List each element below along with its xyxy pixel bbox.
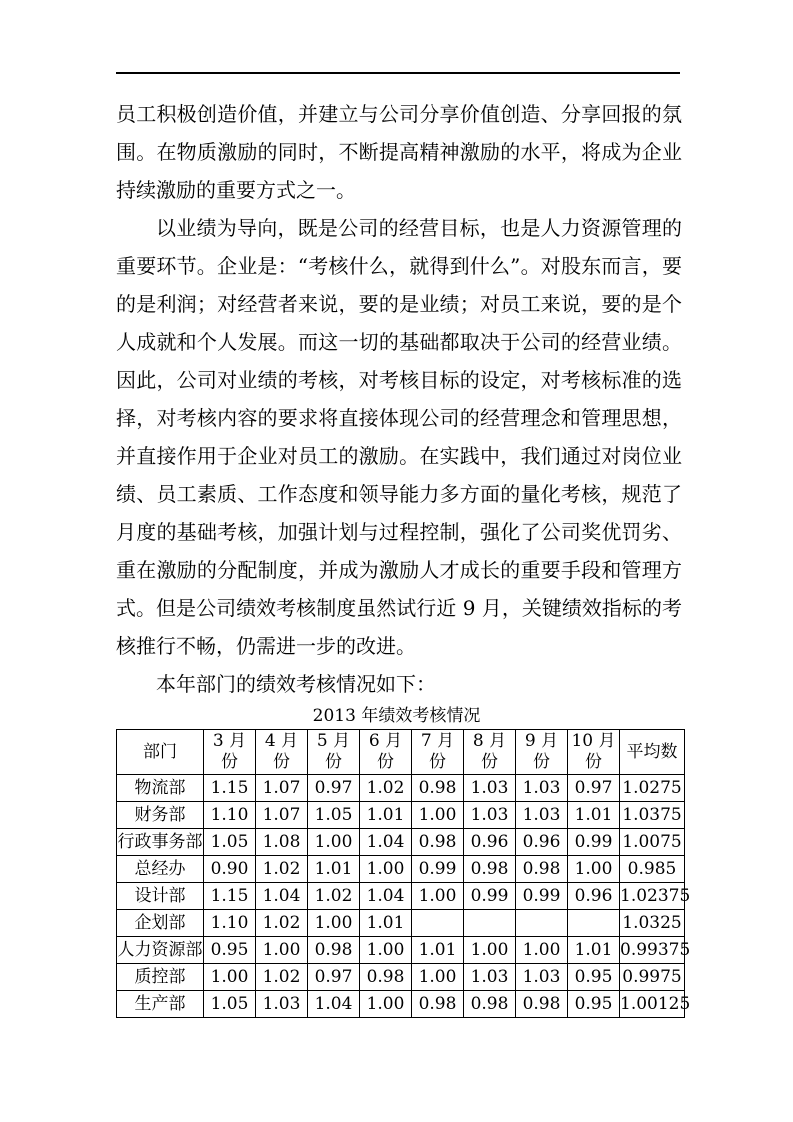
cell-month-7: 0.98 xyxy=(412,775,464,802)
column-header-month-4-line1: 4 月 xyxy=(264,731,299,751)
cell-month-4: 1.04 xyxy=(256,883,308,910)
table-row xyxy=(117,910,685,937)
column-header-month-4-line2: 份 xyxy=(273,752,290,772)
cell-month-6: 1.01 xyxy=(360,802,412,829)
cell-month-10: 0.97 xyxy=(568,775,620,802)
cell-month-8: 0.99 xyxy=(464,883,516,910)
cell-month-10: 1.01 xyxy=(568,937,620,964)
table-header xyxy=(117,730,685,775)
column-header-month-10-line1: 10 月 xyxy=(571,731,616,751)
cell-month-4: 1.02 xyxy=(256,910,308,937)
cell-month-10: 0.95 xyxy=(568,991,620,1018)
cell-department: 质控部 xyxy=(117,964,204,991)
cell-month-8: 1.00 xyxy=(464,937,516,964)
column-header-month-5 xyxy=(308,730,360,775)
table-row xyxy=(117,883,685,910)
cell-month-5: 1.00 xyxy=(308,910,360,937)
cell-month-3: 0.90 xyxy=(204,856,256,883)
cell-month-5: 1.02 xyxy=(308,883,360,910)
cell-month-3: 1.05 xyxy=(204,991,256,1018)
cell-month-6: 1.04 xyxy=(360,829,412,856)
cell-month-5: 1.01 xyxy=(308,856,360,883)
cell-month-7: 1.00 xyxy=(412,802,464,829)
table-row xyxy=(117,775,685,802)
cell-month-8: 0.98 xyxy=(464,856,516,883)
column-header-month-9-line2: 份 xyxy=(533,752,550,772)
cell-month-10: 0.99 xyxy=(568,829,620,856)
cell-department: 行政事务部 xyxy=(117,829,204,856)
cell-month-8: 1.03 xyxy=(464,964,516,991)
cell-month-3: 1.10 xyxy=(204,910,256,937)
column-header-department-line1: 部门 xyxy=(143,741,177,762)
cell-month-6: 1.00 xyxy=(360,937,412,964)
cell-average: 1.00125 xyxy=(620,991,685,1018)
cell-department: 企划部 xyxy=(117,910,204,937)
cell-month-9: 0.96 xyxy=(516,829,568,856)
cell-department: 财务部 xyxy=(117,802,204,829)
column-header-month-5-line2: 份 xyxy=(325,752,342,772)
cell-month-9 xyxy=(516,910,568,937)
column-header-department xyxy=(117,730,204,775)
cell-month-10 xyxy=(568,910,620,937)
cell-month-6: 1.00 xyxy=(360,991,412,1018)
column-header-month-3-line2: 份 xyxy=(221,752,238,772)
table-row xyxy=(117,829,685,856)
cell-month-7: 0.99 xyxy=(412,856,464,883)
cell-month-3: 1.00 xyxy=(204,964,256,991)
cell-month-4: 1.02 xyxy=(256,856,308,883)
column-header-month-6-line1: 6 月 xyxy=(368,731,403,751)
table-lead-in-text: 本年部门的绩效考核情况如下： xyxy=(156,672,436,696)
cell-department: 人力资源部 xyxy=(117,937,204,964)
document-body xyxy=(116,95,691,1018)
table-header-row xyxy=(117,730,685,775)
cell-department: 物流部 xyxy=(117,775,204,802)
column-header-month-9-line1: 9 月 xyxy=(524,731,559,751)
cell-month-5: 0.98 xyxy=(308,937,360,964)
cell-month-5: 1.05 xyxy=(308,802,360,829)
cell-average: 1.0275 xyxy=(620,775,685,802)
column-header-month-8 xyxy=(464,730,516,775)
paragraph-2: 以业绩为导向，既是公司的经营目标，也是人力资源管理的重要环节。企业是：“考核什么，就得到什么”。对股东而言，要的是利润；对经营者来说，要的是业绩；对员工来说，要的是个人成就和个人发展。而这一切的基础都取决于公司的经营业绩。因此，公司对业绩的考核，对考核目标的设定，对考核标准的选择，对考核内容的要求将直接体现公司的经营理念和管理思想，并直接作用于企业对员工的激励。在实践中，我们通过对岗位业绩、员工素质、工作态度和领导能力多方面的量化考核，规范了月度的基础考核，加强计划与过程控制，强化了公司奖优罚劣、重在激励的分配制度，并成为激励人才成长的重要手段和管理方式。但是公司绩效考核制度虽然试行近 9 月，关键绩效指标的考核推行不畅，仍需进一步的改进。 xyxy=(116,216,682,658)
cell-average: 1.0075 xyxy=(620,829,685,856)
table-caption: 2013 年绩效考核情况 xyxy=(312,706,481,726)
cell-month-5: 0.97 xyxy=(308,775,360,802)
paragraph-1: 员工积极创造价值，并建立与公司分享价值创造、分享回报的氛围。在物质激励的同时，不断提高精神激励的水平，将成为企业持续激励的重要方式之一。 xyxy=(116,102,682,202)
cell-month-3: 1.10 xyxy=(204,802,256,829)
cell-month-7 xyxy=(412,910,464,937)
table-row xyxy=(117,937,685,964)
cell-month-3: 1.15 xyxy=(204,883,256,910)
cell-month-10: 0.95 xyxy=(568,964,620,991)
cell-month-7: 1.00 xyxy=(412,964,464,991)
cell-average: 0.985 xyxy=(620,856,685,883)
column-header-month-3 xyxy=(204,730,256,775)
cell-month-10: 1.01 xyxy=(568,802,620,829)
header-divider-rule xyxy=(116,72,680,74)
cell-month-8: 1.03 xyxy=(464,775,516,802)
cell-month-8: 0.96 xyxy=(464,829,516,856)
cell-month-9: 1.03 xyxy=(516,964,568,991)
column-header-month-6-line2: 份 xyxy=(377,752,394,772)
column-header-month-8-line1: 8 月 xyxy=(472,731,507,751)
table-row xyxy=(117,991,685,1018)
cell-month-4: 1.03 xyxy=(256,991,308,1018)
column-header-month-7-line1: 7 月 xyxy=(420,731,455,751)
cell-month-5: 1.04 xyxy=(308,991,360,1018)
table-row xyxy=(117,964,685,991)
column-header-month-7 xyxy=(412,730,464,775)
cell-department: 设计部 xyxy=(117,883,204,910)
cell-month-8: 0.98 xyxy=(464,991,516,1018)
cell-average: 1.02375 xyxy=(620,883,685,910)
table-row xyxy=(117,856,685,883)
cell-average: 1.0325 xyxy=(620,910,685,937)
cell-month-9: 0.98 xyxy=(516,856,568,883)
cell-department: 总经办 xyxy=(117,856,204,883)
performance-appraisal-table xyxy=(116,729,691,1018)
cell-average: 0.9975 xyxy=(620,964,685,991)
cell-month-4: 1.00 xyxy=(256,937,308,964)
cell-month-9: 0.98 xyxy=(516,991,568,1018)
cell-month-9: 1.03 xyxy=(516,775,568,802)
cell-month-4: 1.07 xyxy=(256,802,308,829)
cell-month-3: 0.95 xyxy=(204,937,256,964)
cell-month-4: 1.08 xyxy=(256,829,308,856)
table-body xyxy=(117,775,691,1018)
cell-average: 1.0375 xyxy=(620,802,685,829)
cell-month-9: 1.00 xyxy=(516,937,568,964)
column-header-month-7-line2: 份 xyxy=(429,752,446,772)
column-header-month-3-line1: 3 月 xyxy=(212,731,247,751)
cell-department: 生产部 xyxy=(117,991,204,1018)
cell-month-6: 1.01 xyxy=(360,910,412,937)
column-header-average-line1: 平均数 xyxy=(626,741,678,762)
cell-month-9: 0.99 xyxy=(516,883,568,910)
cell-month-5: 0.97 xyxy=(308,964,360,991)
cell-month-9: 1.03 xyxy=(516,802,568,829)
cell-month-7: 1.01 xyxy=(412,937,464,964)
cell-month-4: 1.02 xyxy=(256,964,308,991)
cell-month-7: 1.00 xyxy=(412,883,464,910)
column-header-month-8-line2: 份 xyxy=(481,752,498,772)
column-header-month-5-line1: 5 月 xyxy=(316,731,351,751)
cell-month-6: 1.04 xyxy=(360,883,412,910)
cell-month-5: 1.00 xyxy=(308,829,360,856)
cell-month-8: 1.03 xyxy=(464,802,516,829)
cell-month-10: 1.00 xyxy=(568,856,620,883)
cell-month-6: 1.02 xyxy=(360,775,412,802)
cell-month-6: 1.00 xyxy=(360,856,412,883)
table-row xyxy=(117,802,685,829)
cell-month-3: 1.15 xyxy=(204,775,256,802)
column-header-average xyxy=(620,730,685,775)
cell-month-7: 0.98 xyxy=(412,991,464,1018)
cell-month-6: 0.98 xyxy=(360,964,412,991)
column-header-month-6 xyxy=(360,730,412,775)
column-header-month-10 xyxy=(568,730,620,775)
cell-month-8 xyxy=(464,910,516,937)
cell-month-7: 0.98 xyxy=(412,829,464,856)
cell-month-4: 1.07 xyxy=(256,775,308,802)
column-header-month-9 xyxy=(516,730,568,775)
column-header-month-10-line2: 份 xyxy=(585,752,602,772)
cell-month-3: 1.05 xyxy=(204,829,256,856)
column-header-month-4 xyxy=(256,730,308,775)
cell-average: 0.99375 xyxy=(620,937,685,964)
cell-month-10: 0.96 xyxy=(568,883,620,910)
